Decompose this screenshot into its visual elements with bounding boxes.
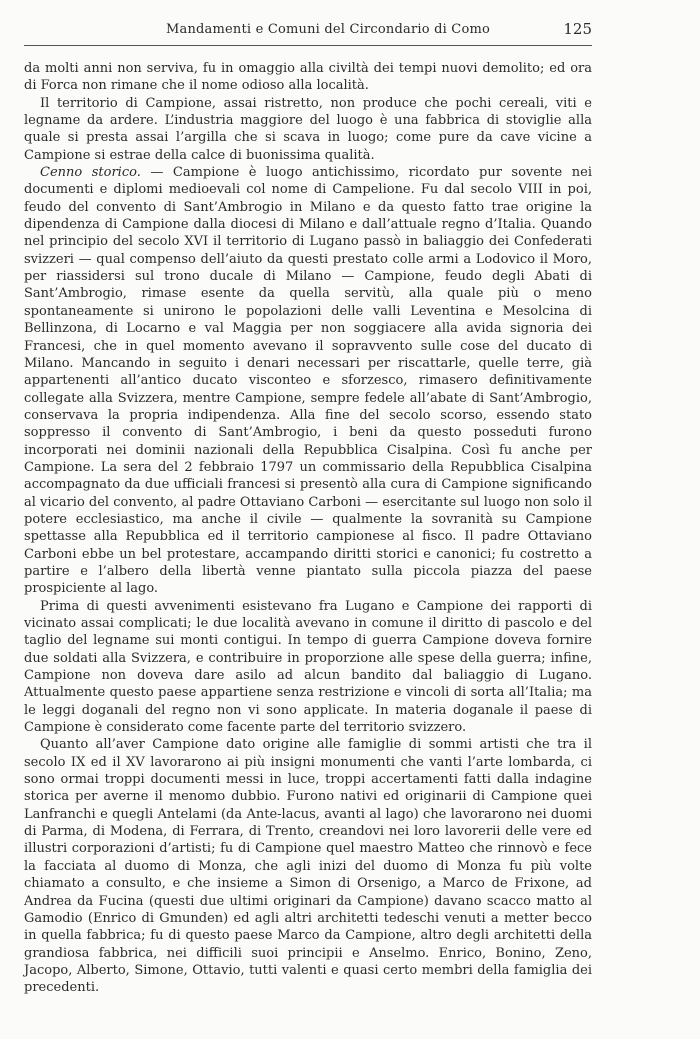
- paragraph-5: Quanto all’aver Campione dato origine alle famiglie di sommi artisti che tra il secolo IX ed il XV lavorarono ai più insigni monumenti che vanti l’arte lombarda, ci sono ormai troppi documenti messi in luce, troppi accertamenti fatti dalla indagine storica per averne il menomo dubbio. Furono nativi ed originarii di Campione quei Lanfranchi e quegli Antelami (da Ante-lacus, avanti al lago) che lavorarono nei duomi di Parma, di Modena, di Ferrara, di Trento, creandovi nei loro lavorerii delle vere ed illustri corporazioni d’artisti; fu di Campione quel maestro Matteo che rinnovò e fece la facciata al duomo di Monza, che agli inizi del duomo di Monza fu più volte chiamato a consulto, e che insieme a Simon di Orsenigo, a Marco de Frixone, ad Andrea da Fucina (questi due ultimi originari da Campione) davano scacco matto al Gamodio (Enrico di Gmunden) ed agli altri architetti tedeschi venuti a metter becco in quella fabbrica; fu di questo paese Marco da Campione, altro degli architetti della grandiosa fabbrica, nei difficili suoi principii e Anselmo. Enrico, Bonino, Zeno, Jacopo, Alberto, Simone, Ottavio, tutti valenti e quasi certo membri della famiglia dei precedenti.: [24, 737, 592, 996]
- paragraph-1: da molti anni non serviva, fu in omaggio alla civiltà dei tempi nuovi demolito; ed ora di Forca non rimane che il nome odioso alla località.: [24, 61, 592, 94]
- paragraph-2: Il territorio di Campione, assai ristretto, non produce che pochi cereali, viti e legname da ardere. L’industria maggiore del luogo è una fabbrica di stoviglie alla quale si presta assai l’argilla che si scava in luogo; come pure da cave vicine a Campione si estrae della calce di buonissima qualità.: [24, 95, 592, 163]
- page-number: 125: [563, 20, 592, 38]
- header-rule: [24, 45, 592, 46]
- running-title: Mandamenti e Comuni del Circondario di Como: [166, 22, 491, 37]
- paragraph-4: Prima di questi avvenimenti esistevano fra Lugano e Campione dei rapporti di vicinato assai complicati; le due località avevano in comune il diritto di pascolo e del taglio del legname sui monti contigui. In tempo di guerra Campione doveva fornire due soldati alla Svizzera, e contribuire in proporzione alle spese della guerra; infine, Campione non doveva dare asilo ad alcun bandito dal baliaggio di Lugano. Attualmente questo paese appartiene senza restrizione e vincoli di sorta all’Italia; ma le leggi doganali del regno non vi sono applicate. In materia doganale il paese di Campione è considerato come facente parte del territorio svizzero.: [24, 598, 592, 736]
- running-header: [24, 18, 592, 44]
- body-text: [24, 60, 592, 997]
- section-label: Cenno storico.: [40, 165, 141, 181]
- paragraph-3: Cenno storico. — Campione è luogo antichissimo, ricordato pur sovente nei documenti e diplomi medioevali col nome di Campelione. Fu dal secolo VIII in poi, feudo del convento di Sant’Ambrogio in Milano e da questo fatto trae origine la dipendenza di Campione dalla diocesi di Milano e dall’attuale regno d’Italia. Quando nel principio del secolo XVI il territorio di Lugano passò in baliaggio dei Confederati svizzeri — qual compenso dell’aiuto da questi prestato colle armi a Lodovico il Moro, per riassidersi sul trono ducale di Milano — Campione, feudo degli Abati di Sant’Ambrogio, rimase esente da quella servitù, alla quale più o meno spontaneamente si unirono le popolazioni delle valli Leventina e Mesolcina di Bellinzona, di Locarno e val Maggia per non soggiacere alla avida signoria dei Francesi, che in quel momento avevano il sopravvento sulle cose del ducato di Milano. Mancando in seguito i denari necessari per riscattarle, quelle terre, già appartenenti all’antico ducato visconteo e sforzesco, rimasero definitivamente collegate alla Svizzera, mentre Campione, sempre fedele all’abate di Sant’Ambrogio, conservava la propria indipendenza. Alla fine del secolo scorso, essendo stato soppresso il convento di Sant’Ambrogio, i beni da questo posseduti furono incorporati nei dominii nazionali della Repubblica Cisalpina. Così fu anche per Campione. La sera del 2 febbraio 1797 un commissario della Repubblica Cisalpina accompagnato da due ufficiali francesi si presentò alla cura di Campione significando al vicario del convento, al padre Ottaviano Carboni — esercitante sul luogo non solo il potere ecclesiastico, ma anche il civile — qualmente la sovranità su Campione spettasse alla Repubblica ed il territorio campionese al fisco. Il padre Ottaviano Carboni ebbe un bel protestare, accampando diritti storici e canonici; fu costretto a partire e l’albero della libertà venne piantato sulla piccola piazza del paese prospiciente al lago.: [24, 165, 592, 597]
